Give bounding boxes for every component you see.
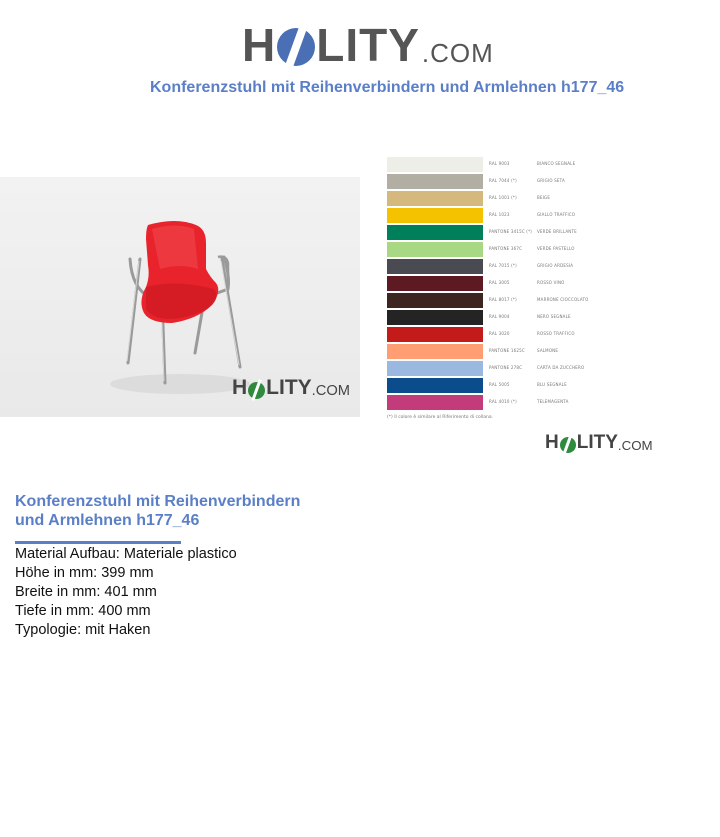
- color-swatch: [387, 310, 483, 325]
- color-swatch-row: [387, 208, 637, 223]
- spec-width: Breite in mm: 401 mm: [15, 584, 157, 600]
- colors-watermark: H LITY .COM: [545, 432, 653, 453]
- color-swatch-row: [387, 293, 637, 308]
- color-name: BLU SEGNALE: [537, 382, 567, 387]
- spec-list: [15, 545, 237, 640]
- color-code: RAL 1023: [489, 212, 510, 217]
- spec-height: Höhe in mm: 399 mm: [15, 565, 154, 581]
- color-name: BEIGE: [537, 195, 551, 200]
- product-title-line-1: Konferenzstuhl mit Reihenverbindern: [15, 493, 301, 510]
- color-name: GRIGIO SETA: [537, 178, 565, 183]
- photo-watermark: H LITY .COM: [232, 376, 351, 399]
- color-swatch-row: [387, 174, 637, 189]
- color-swatch-row: [387, 378, 637, 393]
- color-swatch: [387, 191, 483, 206]
- color-code: PANTONE 1625C: [489, 348, 525, 353]
- color-name: CARTA DA ZUCCHERO: [537, 365, 585, 370]
- color-swatch: [387, 259, 483, 274]
- color-code: RAL 7044 (*): [489, 178, 517, 183]
- color-swatch-row: [387, 259, 637, 274]
- color-code: RAL 8017 (*): [489, 297, 517, 302]
- color-name: ROSSO TRAFFICO: [537, 331, 575, 336]
- color-code: RAL 3005: [489, 280, 510, 285]
- color-name: GRIGIO ARDESIA: [537, 263, 574, 268]
- color-name: ROSSO VINO: [537, 280, 565, 285]
- spec-material: Material Aufbau: Materiale plastico: [15, 546, 237, 562]
- logo-wordmark: H LITY .COM: [242, 19, 494, 71]
- color-code: RAL 7015 (*): [489, 263, 517, 268]
- color-swatch: [387, 361, 483, 376]
- color-name: TELEMAGENTA: [537, 399, 569, 404]
- watermark-o-icon: [560, 437, 576, 453]
- color-code: RAL 3020: [489, 331, 510, 336]
- color-swatch-row: [387, 191, 637, 206]
- color-name: SALMONE: [537, 348, 559, 353]
- color-swatch: [387, 276, 483, 291]
- holity-logo[interactable]: [242, 12, 494, 71]
- color-name: MARRONE CIOCCOLATO: [537, 297, 589, 302]
- color-swatch: [387, 174, 483, 189]
- color-code: RAL 4010 (*): [489, 399, 517, 404]
- spec-type: Typologie: mit Haken: [15, 622, 151, 638]
- color-swatch: [387, 344, 483, 359]
- color-code: RAL 1001 (*): [489, 195, 517, 200]
- color-name: VERDE PASTELLO: [537, 246, 575, 251]
- color-swatch-row: [387, 225, 637, 240]
- color-swatch-row: [387, 310, 637, 325]
- color-swatch: [387, 208, 483, 223]
- color-code: PANTONE 278C: [489, 365, 523, 370]
- color-name: VERDE BRILLANTE: [537, 229, 577, 234]
- color-name: BIANCO SEGNALE: [537, 161, 576, 166]
- logo-o-icon: [277, 28, 315, 66]
- spec-depth: Tiefe in mm: 400 mm: [15, 603, 151, 619]
- color-code: PANTONE 3415C (*): [489, 229, 533, 234]
- color-swatch-row: [387, 344, 637, 359]
- color-swatch: [387, 157, 483, 172]
- color-code: RAL 9003: [489, 161, 510, 166]
- color-swatch: [387, 293, 483, 308]
- color-name: NERO SEGNALE: [537, 314, 571, 319]
- color-swatch-row: [387, 327, 637, 342]
- color-chart-note: (*) Il colore è similare al Riferimento di collana.: [387, 415, 494, 420]
- title-divider: [15, 541, 181, 544]
- color-swatch: [387, 225, 483, 240]
- color-swatch: [387, 395, 483, 410]
- color-swatch-row: [387, 361, 637, 376]
- color-code: RAL 5005: [489, 382, 510, 387]
- color-swatch-row: [387, 395, 637, 410]
- color-chart: [383, 147, 641, 427]
- color-swatch-row: [387, 276, 637, 291]
- color-code: RAL 9004: [489, 314, 510, 319]
- color-swatch: [387, 378, 483, 393]
- color-name: GIALLO TRAFFICO: [537, 212, 576, 217]
- product-title-line-2: und Armlehnen h177_46: [15, 512, 200, 529]
- color-swatch: [387, 242, 483, 257]
- color-swatch-row: [387, 242, 637, 257]
- color-code: PANTONE 367C: [489, 246, 523, 251]
- color-swatch: [387, 327, 483, 342]
- watermark-o-icon: [248, 382, 265, 399]
- color-swatch-row: [387, 157, 637, 172]
- product-title: [15, 492, 335, 530]
- page-title: Konferenzstuhl mit Reihenverbindern und Armlehnen h177_46: [150, 79, 625, 96]
